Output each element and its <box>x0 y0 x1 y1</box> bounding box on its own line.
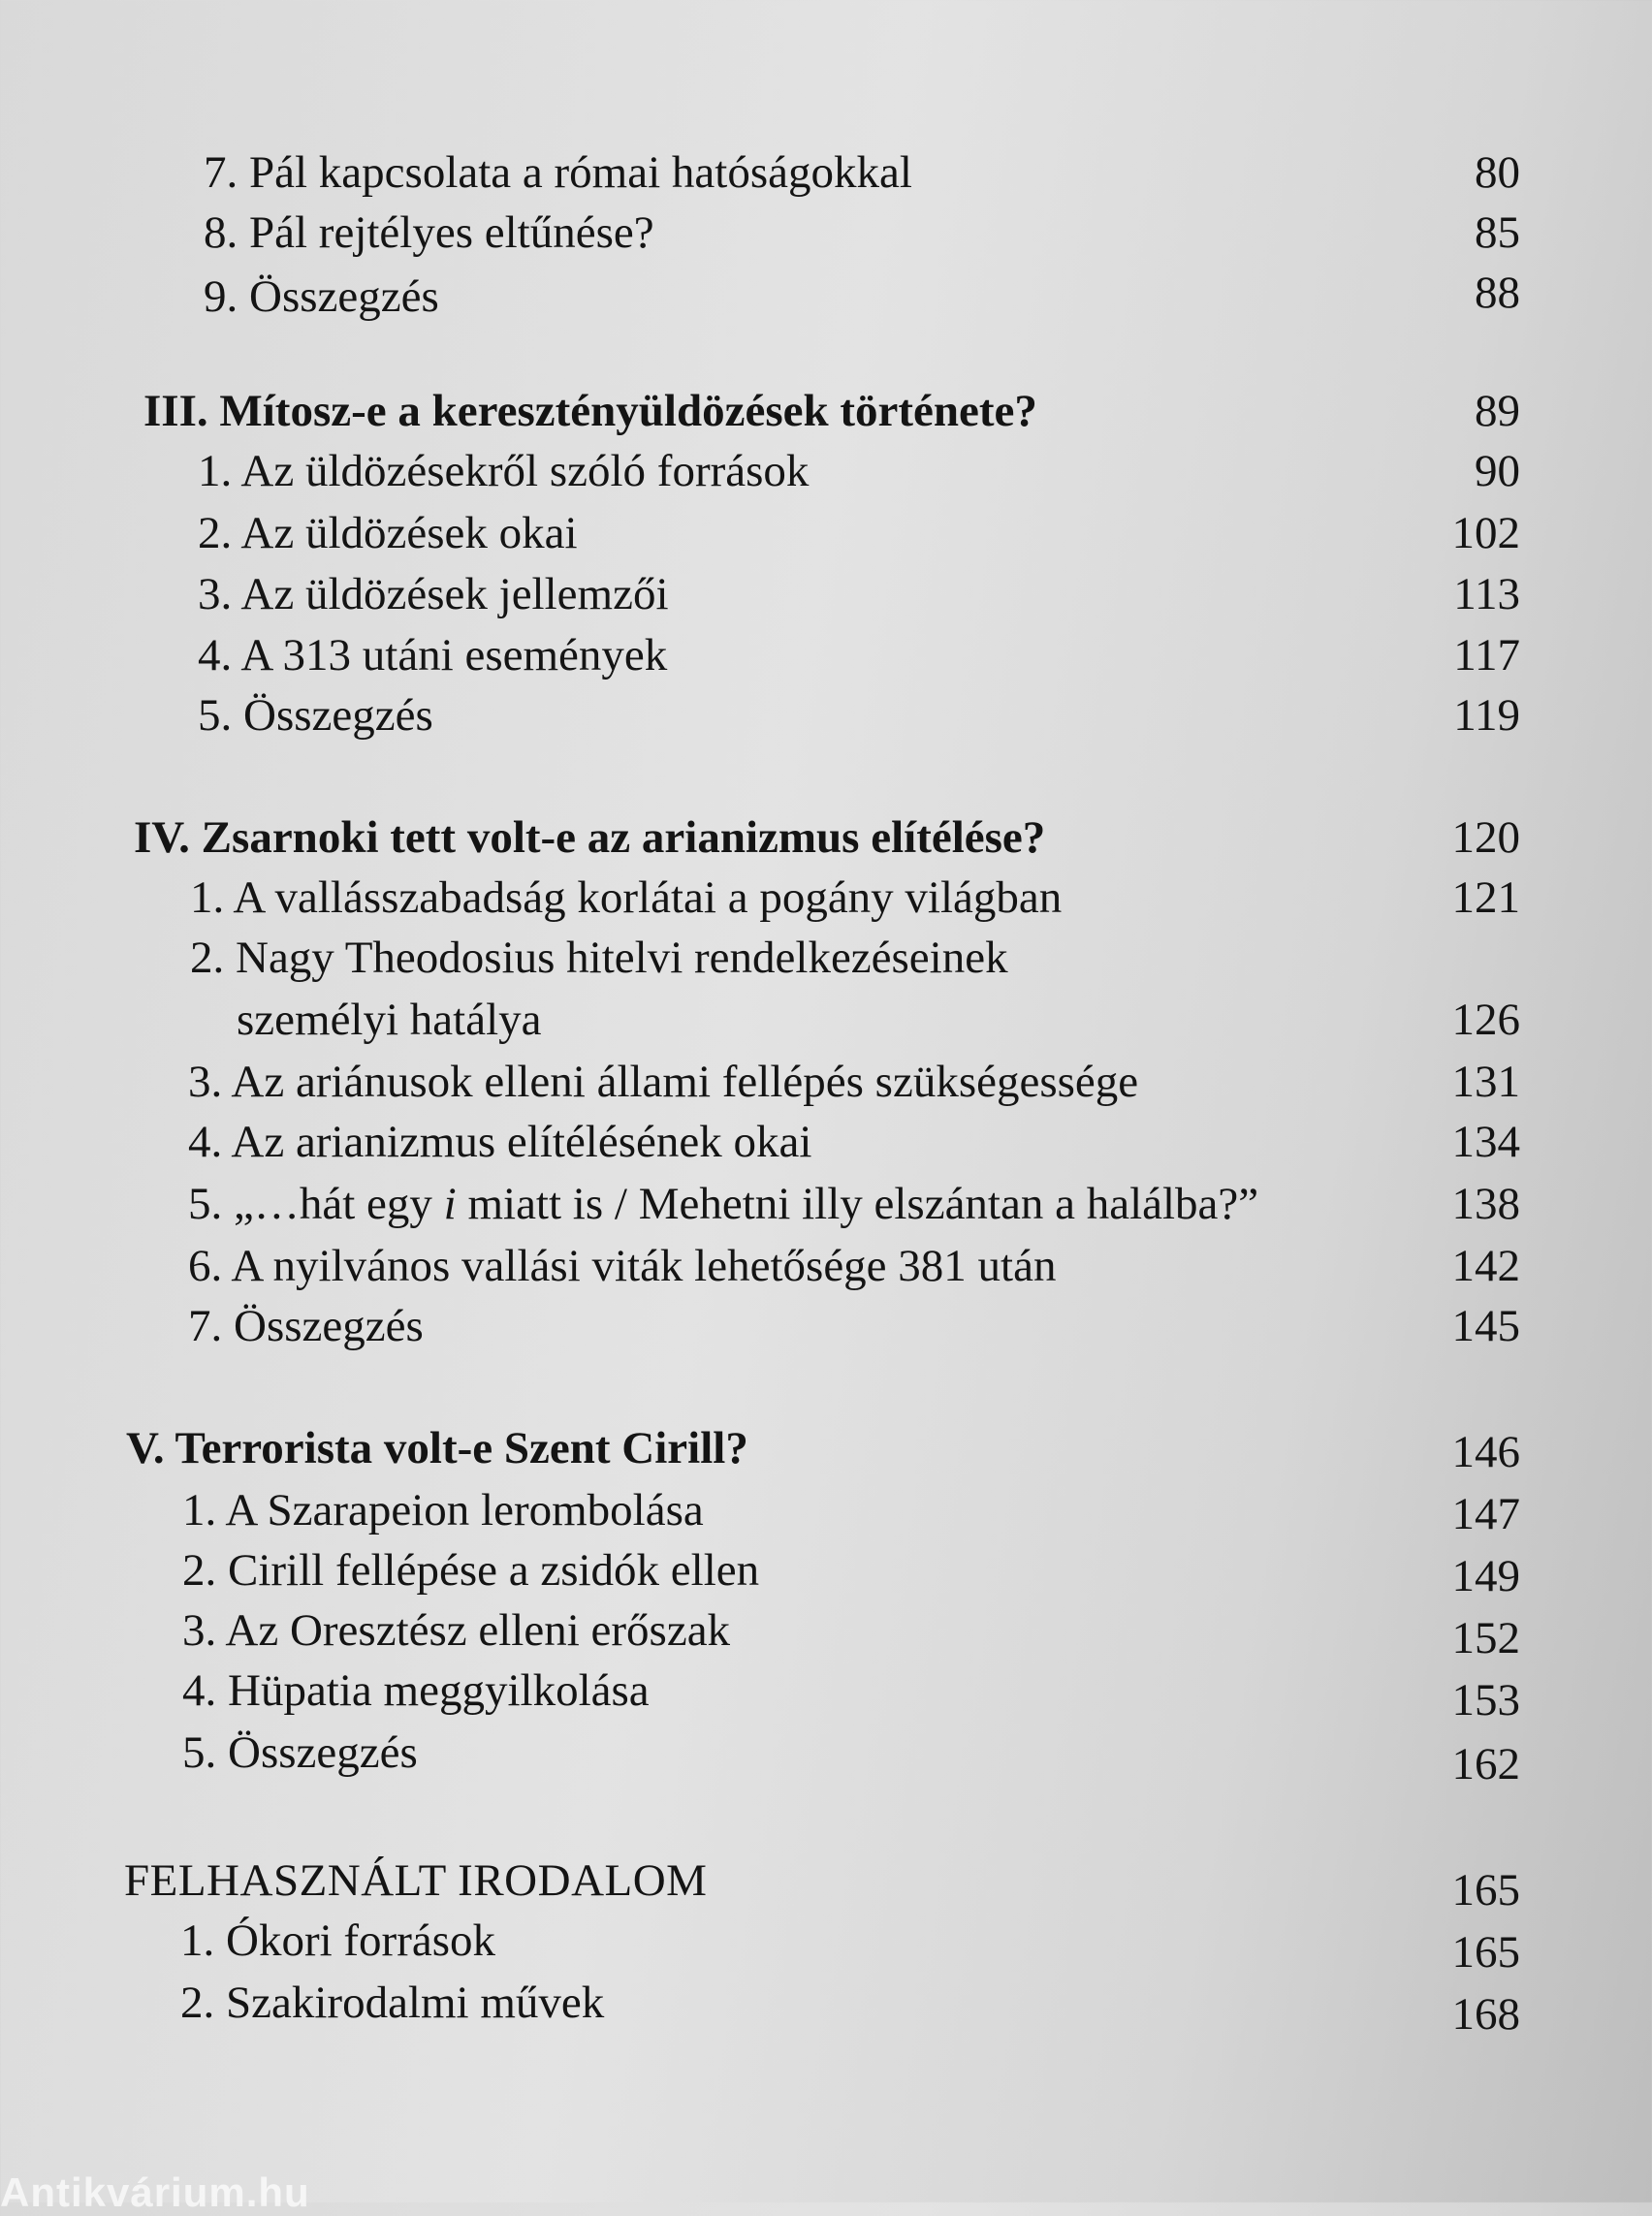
toc-entry-page: 147 <box>1451 1489 1520 1539</box>
toc-entry-page: 102 <box>1451 508 1520 558</box>
toc-entry-label-italic: i <box>443 1179 457 1229</box>
toc-entry-page: 153 <box>1451 1675 1520 1725</box>
toc-entry-page: 145 <box>1451 1301 1520 1351</box>
toc-entry-label: 1. A Szarapeion lerombolása <box>182 1485 704 1535</box>
toc-entry-label: 5. Összegzés <box>198 690 433 741</box>
chapter-page: 89 <box>1475 386 1520 436</box>
toc-entry-page: 149 <box>1451 1551 1520 1601</box>
toc-entry-label: 6. A nyilvános vallási viták lehetősége 381 után <box>188 1241 1057 1291</box>
toc-entry-page: 121 <box>1451 872 1520 923</box>
toc-entry-label: 7. Pál kapcsolata a római hatóságokkal <box>204 147 912 198</box>
chapter-title: III. Mítosz-e a keresztényüldözések története? <box>143 386 1037 436</box>
toc-entry-page: 126 <box>1451 995 1520 1045</box>
toc-entry-page: 90 <box>1475 446 1520 496</box>
toc-entry-label: 1. Ókori források <box>180 1915 496 1966</box>
chapter-page: 120 <box>1451 812 1520 863</box>
toc-entry-page: 134 <box>1451 1117 1520 1167</box>
toc-entry-label-part: miatt is / Mehetni illy elszántan a halálba?” <box>456 1179 1259 1229</box>
toc-entry-label: 5. Összegzés <box>182 1727 418 1778</box>
toc-entry-label: 4. Az arianizmus elítélésének okai <box>188 1117 812 1167</box>
toc-entry-label-part: 5. „…hát egy <box>188 1179 444 1229</box>
toc-entry-label: 8. Pál rejtélyes eltűnése? <box>204 207 654 258</box>
bibliography-title: FELHASZNÁLT IRODALOM <box>124 1855 708 1906</box>
bibliography-page: 165 <box>1451 1865 1520 1915</box>
chapter-page: 146 <box>1451 1427 1520 1477</box>
toc-entry-page: 138 <box>1451 1179 1520 1229</box>
toc-entry-label: 4. A 313 utáni események <box>198 630 668 681</box>
toc-entry-label: 1. Az üldözésekről szóló források <box>198 446 810 496</box>
toc-entry-page: 88 <box>1475 268 1520 318</box>
toc-entry-page: 165 <box>1451 1927 1520 1978</box>
toc-entry-page: 80 <box>1475 147 1520 198</box>
chapter-title: V. Terrorista volt-e Szent Cirill? <box>126 1423 748 1473</box>
toc-entry-page: 85 <box>1475 207 1520 258</box>
toc-entry-page: 113 <box>1453 569 1520 619</box>
toc-entry-label: 2. Nagy Theodosius hitelvi rendelkezéseinek <box>190 933 1008 983</box>
chapter-title: IV. Zsarnoki tett volt-e az arianizmus elítélése? <box>134 812 1046 863</box>
toc-entry-label: 4. Hüpatia meggyilkolása <box>182 1665 650 1716</box>
toc-entry-label: 3. Az üldözések jellemzői <box>198 569 669 619</box>
watermark: Antikvárium.hu <box>0 2169 310 2215</box>
toc-entry-page: 142 <box>1451 1241 1520 1291</box>
toc-entry-label: 3. Az ariánusok elleni állami fellépés szükségessége <box>188 1057 1139 1107</box>
toc-entry-label <box>188 1177 1258 1231</box>
toc-entry-label: 7. Összegzés <box>188 1301 424 1351</box>
toc-entry-page: 152 <box>1451 1613 1520 1663</box>
toc-entry-label: 1. A vallásszabadság korlátai a pogány világban <box>190 872 1063 923</box>
toc-entry-page: 119 <box>1453 690 1520 741</box>
toc-entry-page: 131 <box>1451 1057 1520 1107</box>
toc-entry-label: 3. Az Oresztész elleni erőszak <box>182 1605 731 1656</box>
toc-entry-label: 2. Szakirodalmi művek <box>180 1978 605 2028</box>
toc-entry-page: 162 <box>1451 1739 1520 1789</box>
toc-entry-label: 2. Az üldözések okai <box>198 508 578 558</box>
toc-entry-label: 2. Cirill fellépése a zsidók ellen <box>182 1545 760 1596</box>
toc-entry-label: 9. Összegzés <box>204 271 439 322</box>
toc-entry-label-continued: személyi hatálya <box>237 995 542 1045</box>
toc-entry-page: 168 <box>1451 1989 1520 2040</box>
toc-entry-page: 117 <box>1453 630 1520 681</box>
